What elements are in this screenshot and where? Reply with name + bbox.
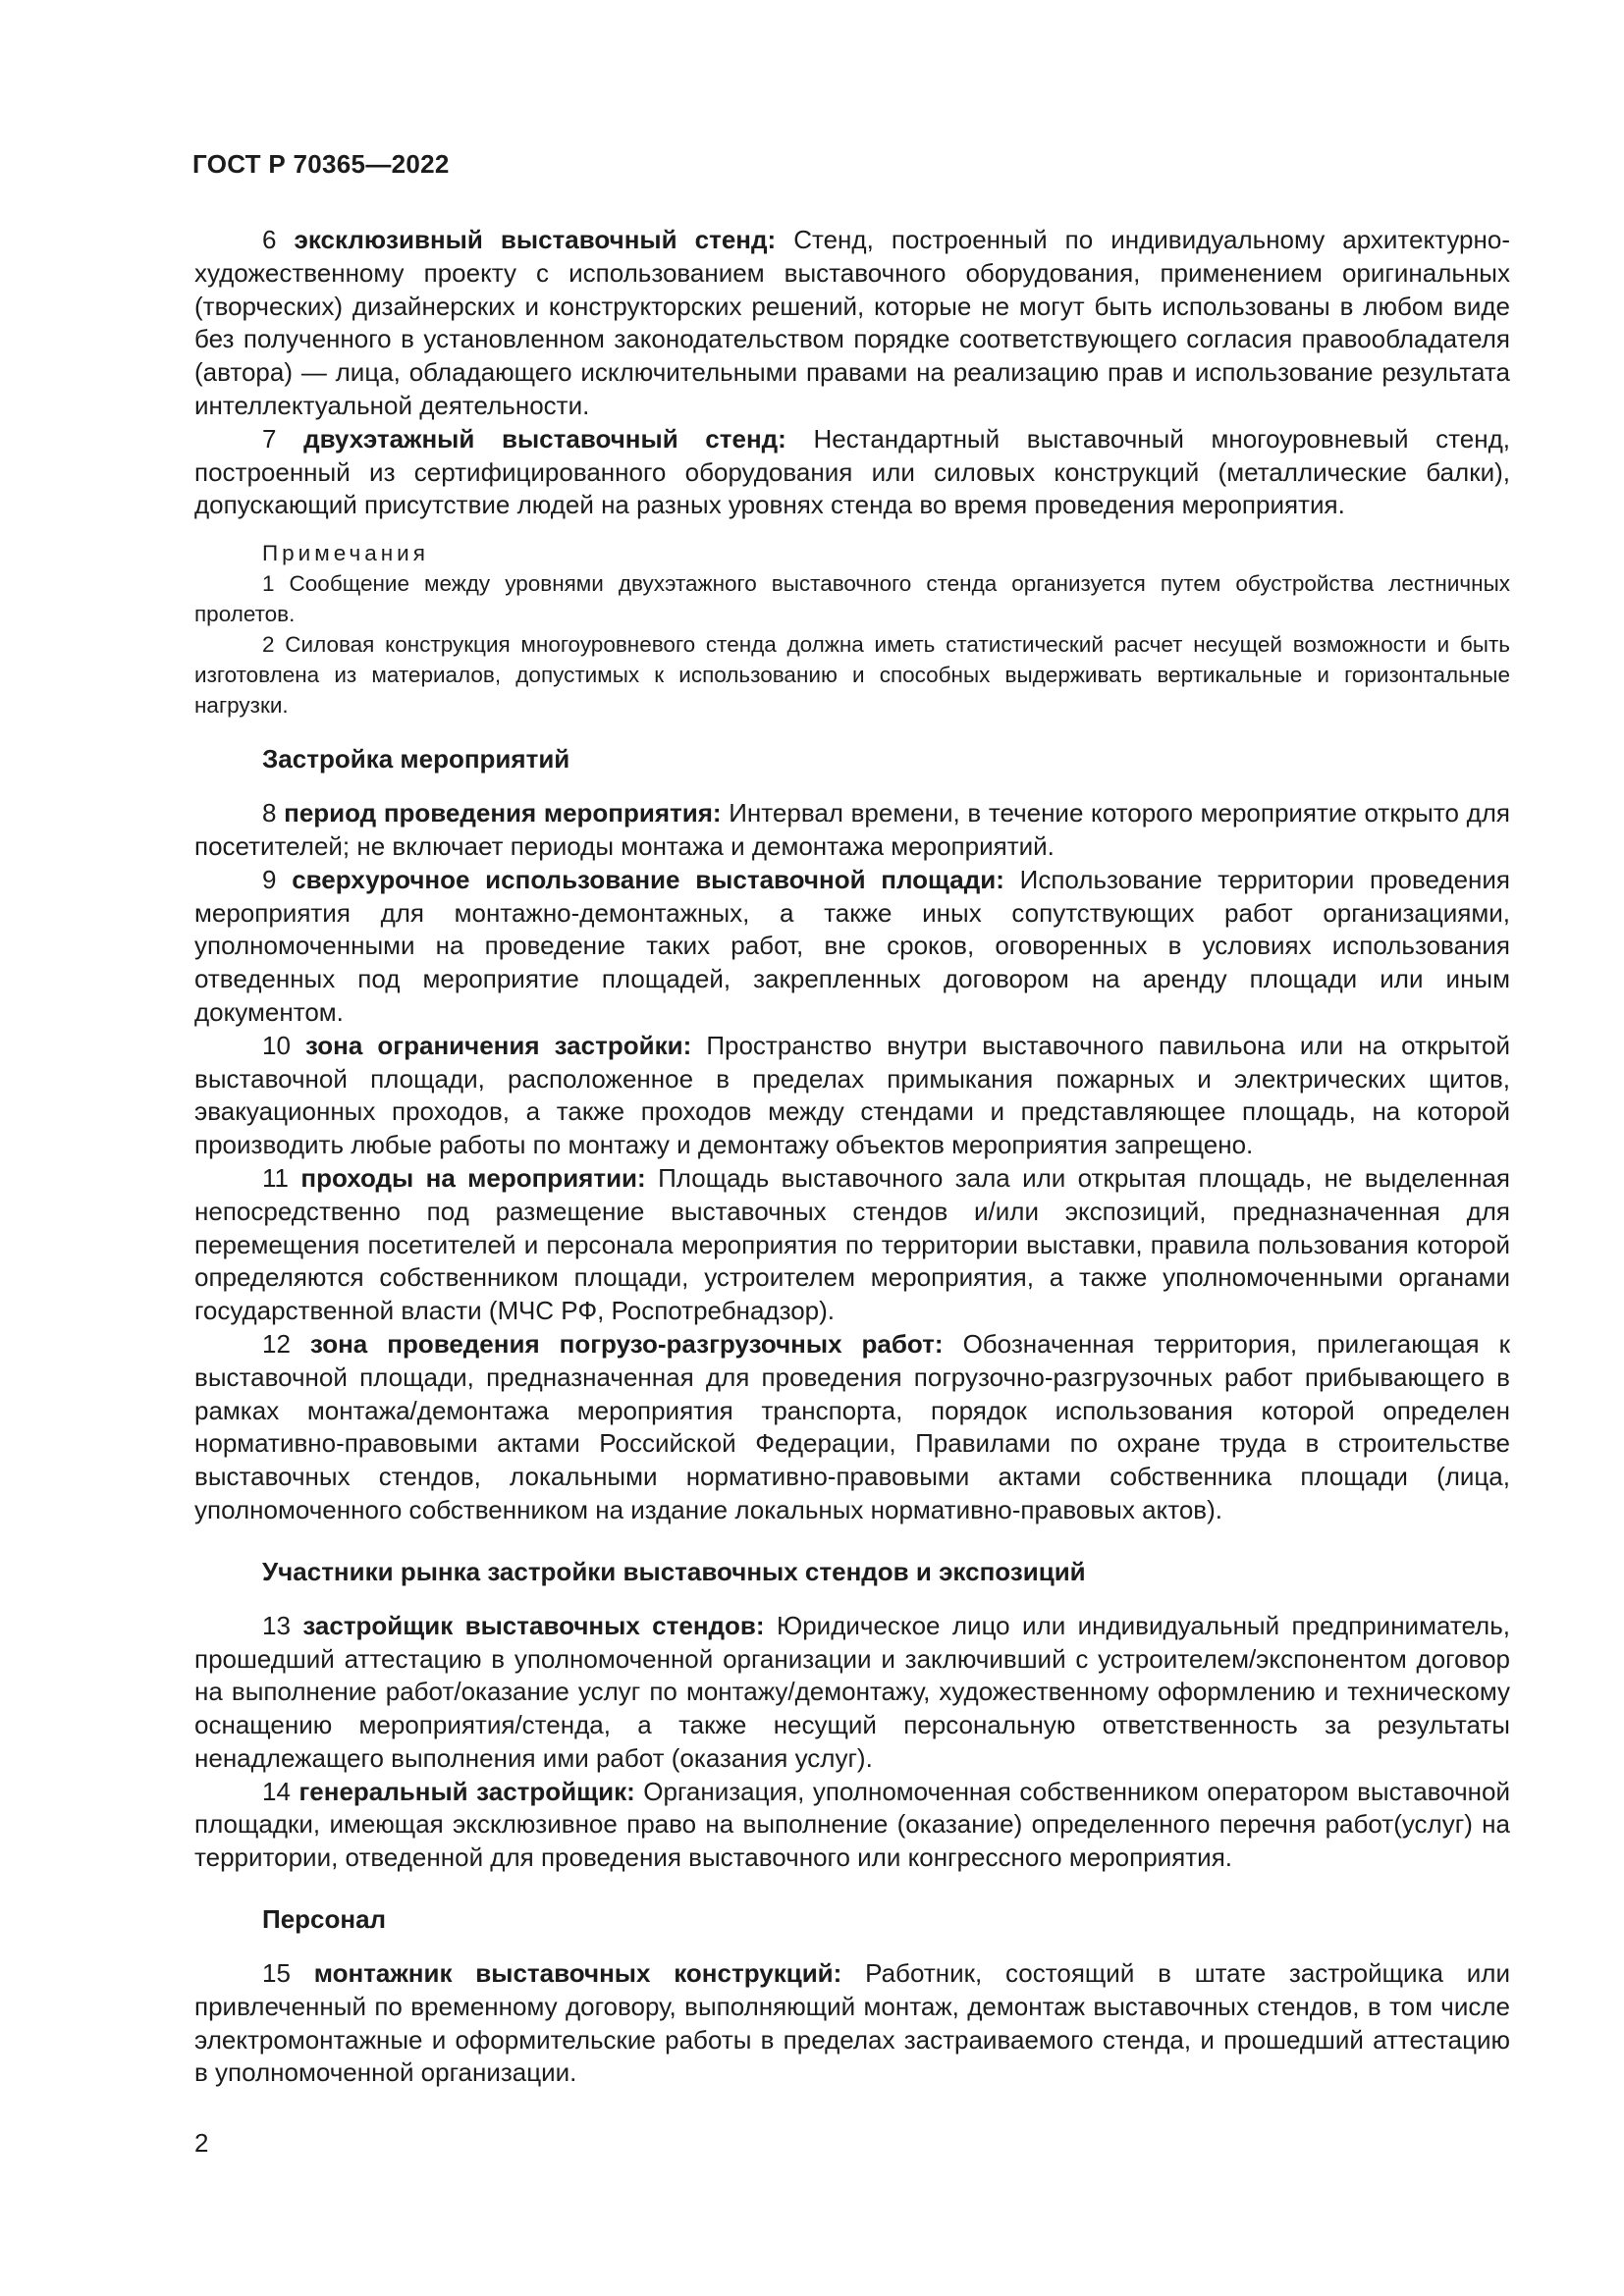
term-entry-14 xyxy=(194,1776,1510,1875)
term-number: 8 xyxy=(262,798,277,828)
term-entry-15 xyxy=(194,1957,1510,2090)
term-name: эксклюзивный выставочный стенд: xyxy=(294,225,777,254)
term-number: 10 xyxy=(262,1030,291,1060)
term-entry-7 xyxy=(194,423,1510,522)
section-heading-personnel: Персонал xyxy=(262,1904,387,1935)
term-entry-6 xyxy=(194,224,1510,423)
term-name: застройщик выставочных стендов: xyxy=(302,1610,765,1640)
term-entry-10 xyxy=(194,1030,1510,1162)
term-number: 7 xyxy=(262,423,277,454)
term-name: генеральный застройщик: xyxy=(298,1776,635,1806)
term-definition: Использование территории проведения мероприятия для монтажно-демонтажных, а также иных сопутствующих работ организациями, уполномоченными на проведение таких работ, вне сроков, оговоренных в условиях использования отведенных под мероприятие площадей, закрепленных договором на аренду площади или иным документом. xyxy=(194,864,1510,1027)
term-name: зона проведения погрузо-разгрузочных работ: xyxy=(309,1328,944,1359)
term-definition: Пространство внутри выставочного павильона или на открытой выставочной площади, расположенное в пределах примыкания пожарных и электрических щитов, эвакуационных проходов, а также проходов между стендами и представляющее площадь, на которой производить любые работы по монтажу и демонтажу объектов мероприятия запрещено. xyxy=(194,1030,1511,1160)
term-number: 14 xyxy=(262,1776,291,1806)
note-item: 2 Силовая конструкция многоуровневого стенда должна иметь статистический расчет несущей возможности и быть изготовлена из материалов, допустимых к использованию и способных выдерживать вертикальные и горизонтальные нагрузки. xyxy=(194,632,1510,719)
term-number: 15 xyxy=(262,1958,291,1989)
term-name: монтажник выставочных конструкций: xyxy=(313,1958,842,1989)
term-name: сверхурочное использование выставочной площади: xyxy=(292,864,1004,894)
notes-title: Примечания xyxy=(262,541,429,566)
term-definition: Стенд, построенный по индивидуальному архитектурно-художественному проекту с использованием выставочного оборудования, применением оригинальных (творческих) дизайнерских и конструкторских решений, которые не могут быть использованы в любом виде без полученного в установленном законодательством порядке соответствующего согласия правообладателя (автора) — лица, обладающего исключительными правами на реализацию прав и использование результата интеллектуальной деятельности. xyxy=(194,225,1510,420)
term-number: 13 xyxy=(262,1610,291,1640)
term-number: 11 xyxy=(262,1162,289,1193)
section-heading-market-participants: Участники рынка застройки выставочных стендов и экспозиций xyxy=(262,1556,1086,1586)
term-entry-12 xyxy=(194,1328,1510,1527)
term-definition: Организация, уполномоченная собственником оператором выставочной площадки, имеющая эксклюзивное право на выполнение (оказание) определенного перечня работ(услуг) на территории, отведенной для проведения выставочного или конгрессного мероприятия. xyxy=(194,1776,1510,1873)
term-definition: Работник, состоящий в штате застройщика или привлеченный по временному договору, выполняющий монтаж, демонтаж выставочных стендов, в том числе электромонтажные и оформительские работы в пределах застраиваемого стенда, и прошедший аттестацию в уполномоченной организации. xyxy=(194,1958,1510,2088)
term-definition: Обозначенная территория, прилегающая к выставочной площади, предназначенная для проведения погрузочно-разгрузочных работ прибывающего в рамках монтажа/демонтажа мероприятия транспорта, порядок использования которой определен нормативно-правовыми актами Российской Федерации, Правилами по охране труда в строительстве выставочных стендов, локальными нормативно-правовыми актами собственника площади (лица, уполномоченного собственником на издание локальных нормативно-правовых актов). xyxy=(194,1328,1510,1524)
note-item: 1 Сообщение между уровнями двухэтажного выставочного стенда организуется путем обустройства лестничных пролетов. xyxy=(194,571,1510,627)
term-entry-8 xyxy=(194,797,1510,864)
term-number: 12 xyxy=(262,1328,291,1359)
page-number: 2 xyxy=(194,2128,209,2158)
term-definition: Юридическое лицо или индивидуальный предприниматель, прошедший аттестацию в уполномоченной организации и заключивший с устроителем/экспонентом договор на выполнение работ/оказание услуг по монтажу/демонтажу, художественному оформлению и техническому оснащению мероприятия/стенда, а также несущий персональную ответственность за результаты ненадлежащего выполнения ими работ (оказания услуг). xyxy=(194,1610,1510,1773)
term-entry-13 xyxy=(194,1610,1510,1776)
term-name: двухэтажный выставочный стенд: xyxy=(303,423,786,454)
term-name: зона ограничения застройки: xyxy=(305,1030,692,1060)
term-definition: Интервал времени, в течение которого мероприятие открыто для посетителей; не включает периоды монтажа и демонтажа мероприятий. xyxy=(194,798,1510,861)
term-name: период проведения мероприятия: xyxy=(284,798,722,828)
document-header: ГОСТ Р 70365—2022 xyxy=(192,149,450,179)
term-definition: Нестандартный выставочный многоуровневый стенд, построенный из сертифицированного оборудования или силовых конструкций (металлические балки), допускающий присутствие людей на разных уровнях стенда во время проведения мероприятия. xyxy=(194,423,1510,520)
section-heading-events: Застройка мероприятий xyxy=(262,744,570,774)
term-number: 9 xyxy=(262,864,277,894)
term-definition: Площадь выставочного зала или открытая площадь, не выделенная непосредственно под размещение выставочных стендов и/или экспозиций, предназначенная для перемещения посетителей и персонала мероприятия по территории выставки, правила пользования которой определяются собственником площади, устроителем мероприятия, а также уполномоченными органами государственной власти (МЧС РФ, Роспотребнадзор). xyxy=(194,1162,1510,1326)
term-name: проходы на мероприятии: xyxy=(300,1162,646,1193)
notes-block xyxy=(194,538,1510,721)
term-entry-9 xyxy=(194,864,1510,1030)
term-number: 6 xyxy=(262,225,277,254)
document-body xyxy=(194,224,1510,2090)
term-entry-11 xyxy=(194,1162,1510,1328)
